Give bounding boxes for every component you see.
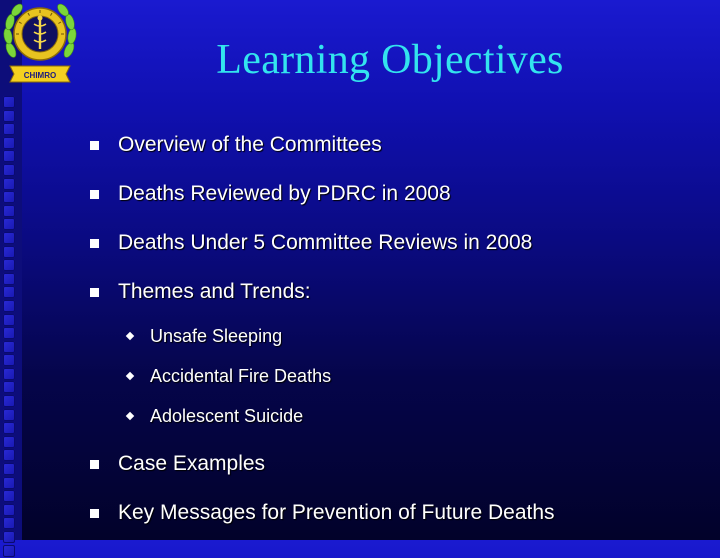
sub-bullet-item [127,321,282,351]
decorative-square [3,246,15,258]
decorative-square [3,490,15,502]
decorative-square [3,368,15,380]
decorative-square [3,463,15,475]
diamond-bullet-icon [126,332,134,340]
decorative-square [3,381,15,393]
decorative-square [3,232,15,244]
decorative-square [3,96,15,108]
sub-bullet-item [127,401,303,431]
bullet-item [90,277,311,307]
sub-bullet-item [127,361,331,391]
sub-bullet-text: Unsafe Sleeping [150,325,283,346]
square-bullet-icon [90,288,99,297]
bullet-text: Themes and Trends: [118,280,311,303]
decorative-square [3,545,15,557]
logo-banner-text: CHIMRO [23,71,57,80]
decorative-square [3,137,15,149]
decorative-square [3,531,15,543]
bullet-text: Deaths Under 5 Committee Reviews in 2008 [118,231,533,254]
square-bullet-icon [90,239,99,248]
bullet-text: Case Examples [118,452,266,475]
decorative-square [3,191,15,203]
chimro-logo [2,0,78,88]
bullet-item [90,179,451,209]
decorative-square [3,178,15,190]
decorative-square [3,150,15,162]
bullet-text: Key Messages for Prevention of Future Deaths [118,501,555,524]
decorative-square [3,449,15,461]
decorative-square [3,341,15,353]
decorative-square [3,164,15,176]
decorative-square [3,218,15,230]
square-bullet-icon [90,509,99,518]
decorative-square [3,477,15,489]
decorative-square [3,327,15,339]
decorative-square [3,286,15,298]
bullet-text: Deaths Reviewed by PDRC in 2008 [118,182,451,205]
decorative-square [3,110,15,122]
square-bullet-icon [90,460,99,469]
bullet-item [90,130,382,160]
decorative-square-column [3,96,19,558]
square-bullet-icon [90,190,99,199]
decorative-square [3,517,15,529]
decorative-square [3,395,15,407]
sub-bullet-text: Adolescent Suicide [150,405,304,426]
slide-title: Learning Objectives [216,37,564,83]
decorative-square [3,409,15,421]
square-bullet-icon [90,141,99,150]
bullet-item [90,449,265,479]
decorative-square [3,300,15,312]
bullet-item [90,498,555,528]
decorative-square [3,259,15,271]
decorative-square [3,422,15,434]
decorative-square [3,354,15,366]
decorative-square [3,436,15,448]
decorative-square [3,314,15,326]
bullet-item [90,228,532,258]
decorative-square [3,504,15,516]
decorative-square [3,123,15,135]
decorative-square [3,273,15,285]
diamond-bullet-icon [126,372,134,380]
sub-bullet-text: Accidental Fire Deaths [150,365,332,386]
bullet-text: Overview of the Committees [118,133,382,156]
diamond-bullet-icon [126,412,134,420]
decorative-square [3,205,15,217]
